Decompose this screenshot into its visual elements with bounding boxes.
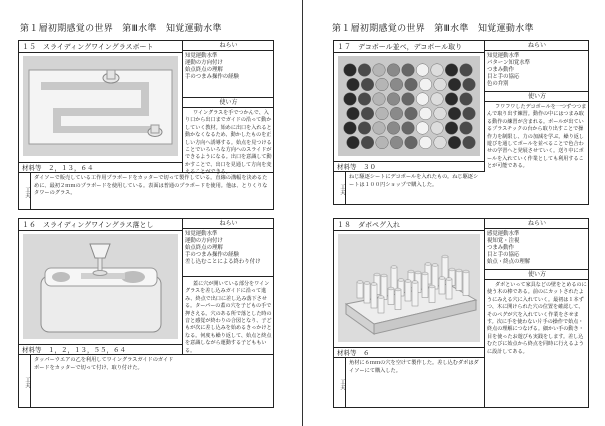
pompom-ball xyxy=(347,107,360,120)
aim-item: 運動の方向付け xyxy=(185,60,223,66)
pompom-ball xyxy=(416,93,429,106)
pompom-ball xyxy=(358,64,371,77)
pompom-ball xyxy=(402,64,415,77)
aim-item: 始点・終点の理解 xyxy=(487,259,531,265)
usage-text: 蓋に穴が開いている部分をワイングラスを差し込みガイドに沿って進み、終点で出口に差し込み落下させる。ターパーの蓋の穴を子どもの手で押さえる。穴のある所で落とした時の音と感覚が終わりの合図となり、子どもが次に差し込みを始めるきっかけとなる。何度も繰り返して、始点と終点を意識しながら運動する子どももいる。 xyxy=(185,281,272,354)
photo-glass-drop-box xyxy=(23,234,178,339)
pompom-ball xyxy=(347,78,360,91)
pompom-ball xyxy=(434,107,447,120)
card-17 xyxy=(333,40,589,205)
aim-item: つまみ動作 xyxy=(487,245,514,251)
pompom-ball xyxy=(434,136,447,149)
kufu-text: ダイソーで販売している工作用プラボードをカッターで切って製作している。直線の溝幅を決めるために、最初２ｍｍのプラボードを使用している。表面は普通のプラボードを使用。他は、とりくりなタワーのグラス。 xyxy=(34,175,268,197)
kufu-section xyxy=(19,172,273,209)
pompom-ball xyxy=(376,107,389,120)
card-16 xyxy=(18,218,274,408)
pompom-ball xyxy=(402,122,415,135)
dowel-peg-top xyxy=(432,264,438,267)
pompom-ball xyxy=(344,93,357,106)
aim-item: 知覚運動水準 xyxy=(185,53,218,59)
side-column xyxy=(484,219,589,407)
pompom-ball xyxy=(358,122,371,135)
kufu-text: 角材に６ｍｍの穴を空けて製作した。差し込むダボはダイソーにて購入した。 xyxy=(349,360,479,374)
pompom-ball xyxy=(361,78,374,91)
pompom-ball xyxy=(358,93,371,106)
dowel-peg xyxy=(371,284,377,308)
dowel-peg-top xyxy=(408,270,414,273)
dowel-peg-top xyxy=(398,279,404,282)
side-column xyxy=(182,219,274,354)
pompom-ball xyxy=(402,93,415,106)
kufu-section xyxy=(19,354,273,407)
dowel-peg-top xyxy=(439,277,445,280)
pompom-ball xyxy=(463,78,476,91)
dowel-peg-top xyxy=(429,285,435,288)
card-15 xyxy=(18,40,274,210)
card-header: １６ スライディングワイングラス落とし xyxy=(19,219,182,231)
aim-item: 始点終点の理解 xyxy=(185,245,223,251)
pompom-ball xyxy=(431,122,444,135)
dowel-peg xyxy=(412,282,418,306)
aim-item: 視知覚・注視 xyxy=(487,238,520,244)
kufu-label: 工夫 xyxy=(334,358,346,407)
dowel-peg-top xyxy=(364,282,370,285)
dowel-peg-top xyxy=(422,272,428,275)
aims-list xyxy=(185,231,260,266)
pompom-ball xyxy=(387,122,400,135)
kufu-section xyxy=(334,171,485,204)
dowel-peg-top xyxy=(371,283,377,286)
pompom-ball xyxy=(445,93,458,106)
aim-item: 目と手の協応 xyxy=(487,74,520,80)
pompom-ball xyxy=(390,107,403,120)
card-header: １５ スライディングワイングラスボート xyxy=(19,41,182,53)
pompom-ball xyxy=(460,93,473,106)
aim-item: 始点終点の理解 xyxy=(185,67,223,73)
aim-item: 目と手の協応 xyxy=(487,252,520,258)
dowel-peg xyxy=(446,279,452,299)
pompom-ball xyxy=(390,136,403,149)
aim-item: 感覚運動水準 xyxy=(487,231,520,237)
material-line: 材料等 ６ xyxy=(334,347,484,357)
usage-heading: 使い方 xyxy=(183,98,274,108)
dowel-peg-top xyxy=(388,287,394,290)
side-column xyxy=(182,41,274,176)
kufu-label: 工夫 xyxy=(19,355,31,407)
kufu-text: タッパーウエアの乙を利用してワイングラスガイドのガイドボードをカッターで切って付け、取り付けた。 xyxy=(34,357,174,371)
pompom-ball xyxy=(419,107,432,120)
pompom-ball xyxy=(416,122,429,135)
pompom-ball xyxy=(361,136,374,149)
dowel-peg-top xyxy=(449,268,455,271)
pompom-ball xyxy=(347,136,360,149)
card-header: １７ デコボール並べ，デコボール取り xyxy=(334,41,484,53)
aim-item: 手のつまみ操作の経験 xyxy=(185,252,239,258)
dowel-peg xyxy=(357,282,363,298)
dowel-peg-top xyxy=(442,255,448,258)
dowel-peg-top xyxy=(395,288,401,291)
dowel-peg xyxy=(395,290,401,310)
aim-item: パターン知覚水準 xyxy=(487,60,531,66)
dowel-peg xyxy=(378,297,384,313)
kufu-section xyxy=(334,357,485,407)
kufu-label: 工夫 xyxy=(19,173,31,209)
usage-heading: 使い方 xyxy=(485,270,589,280)
photo-glass-slide-board xyxy=(23,56,178,156)
aims-heading: ねらい xyxy=(183,41,274,51)
pompom-ball xyxy=(405,107,418,120)
pompom-ball xyxy=(373,93,386,106)
pompom-ball xyxy=(448,136,461,149)
pompom-ball xyxy=(390,78,403,91)
aims-list xyxy=(487,231,530,266)
usage-text: フワフワしたデコボールを一つずつつまんで取り出す練習。動作の中にはつまみ取る動作の練習が含まれる。ボールが出ているプラスチックの台から取り出すことで操作力を制限し、力の加減を学ぶ。繰り返し遊びを通してボールを並べることで色合わせの学習へと発展させていく。送り中にボールを入れていく作業としても利用することが可能である。 xyxy=(487,104,587,170)
usage-heading: 使い方 xyxy=(485,92,589,102)
dowel-peg xyxy=(429,287,435,303)
pompom-ball xyxy=(373,122,386,135)
pompom-ball xyxy=(387,64,400,77)
right-page-title: 第１層初期感覚の世界 第Ⅲ水準 知覚運動水準 xyxy=(332,24,534,34)
dowel-peg xyxy=(463,272,469,296)
material-line: 材料等 ２，１３，６４ xyxy=(19,162,182,172)
dowel-peg xyxy=(388,289,394,305)
dowel-peg xyxy=(422,274,428,298)
aim-item: 色の弁別 xyxy=(487,81,509,87)
dowel-peg-top xyxy=(463,270,469,273)
pompom-ball xyxy=(431,64,444,77)
pompom-ball xyxy=(448,107,461,120)
dowel-peg-top xyxy=(391,266,397,269)
kufu-text: ねじ駆逐シートにデコボールを入れたもの。ねじ駆逐シートは１００円ショップで購入した。 xyxy=(349,174,479,188)
dowel-peg xyxy=(364,283,370,303)
section-divider xyxy=(183,276,274,277)
material-line: 材料等 １，２，１３，５５，６４ xyxy=(19,344,182,354)
aim-item: つまみ動作 xyxy=(487,67,514,73)
pompom-ball xyxy=(344,64,357,77)
pompom-ball xyxy=(460,64,473,77)
aims-heading: ねらい xyxy=(183,219,274,229)
aim-item: 運動の方向付け xyxy=(185,238,223,244)
dowel-peg-top xyxy=(357,281,363,284)
material-line: 材料等 ３０ xyxy=(334,161,484,171)
dowel-peg-top xyxy=(456,269,462,272)
dowel-peg-top xyxy=(378,296,384,299)
dowel-peg-top xyxy=(412,281,418,284)
dowel-peg xyxy=(405,281,411,301)
usage-text: ダボといって家具などの壁をとめるのに使う木の棒である。前のにカットされたようにみえる穴に入れていく。最初は１本ずつ、木に開けられた穴の位置を確認して、そのペグが穴を入れていく作業をさせます。次に手を使わない片手の操作で始点・終点の理解につなげる。細かい手の動き・目を使ったお遊びも実践をします。差し込むたびに始点から終点を同時に行えるように設計してある。 xyxy=(487,282,587,355)
side-column xyxy=(484,41,589,171)
dowel-peg-top xyxy=(446,278,452,281)
photo-dowel-pegs xyxy=(338,234,480,342)
aims-heading: ねらい xyxy=(485,219,589,229)
pompom-ball xyxy=(387,93,400,106)
page-divider xyxy=(302,0,303,426)
dowel-peg-top xyxy=(425,263,431,266)
dowel-peg xyxy=(456,271,462,291)
pompom-ball xyxy=(376,136,389,149)
pompom-ball xyxy=(361,107,374,120)
pompom-ball xyxy=(445,64,458,77)
usage-text: ワイングラスを手でつかんで、入り口から出口までガイドの沿って動かしていく教材。始めに出口を入れると動かなくなるため、動かしたものを正しい方向へ誘導する。始点を見つけることでいろいろな方向へのスライドができるようになる。出口を意識して動かすことで、出口を見通して方向を変えることができる。 xyxy=(185,110,272,176)
pompom-ball xyxy=(405,78,418,91)
pompom-ball xyxy=(405,136,418,149)
pompom-ball xyxy=(463,136,476,149)
aim-item: 手のつまみ操作の経験 xyxy=(185,74,239,80)
aims-list xyxy=(185,53,239,81)
pompom-ball xyxy=(434,78,447,91)
dowel-peg xyxy=(439,278,445,294)
dowel-peg-top xyxy=(415,271,421,274)
pompom-ball xyxy=(373,64,386,77)
photo-deco-balls xyxy=(338,56,480,156)
dowel-peg-top xyxy=(381,274,387,277)
pompom-ball xyxy=(416,64,429,77)
dowel-peg-top xyxy=(405,280,411,283)
aims-list xyxy=(487,53,530,88)
pompom-ball xyxy=(463,107,476,120)
card-18 xyxy=(333,218,589,408)
dowel-peg-top xyxy=(374,273,380,276)
aim-item: 知覚運動水準 xyxy=(487,53,520,59)
aims-heading: ねらい xyxy=(485,41,589,51)
pompom-ball xyxy=(344,122,357,135)
kufu-label: 工夫 xyxy=(334,172,346,204)
pompom-ball xyxy=(431,93,444,106)
card-header: １８ ダボペグ入れ xyxy=(334,219,484,231)
pompom-ball xyxy=(419,136,432,149)
pompom-ball xyxy=(419,78,432,91)
pompom-ball xyxy=(460,122,473,135)
aim-item: 差し込むことによる終わり付け xyxy=(185,259,261,265)
pompom-ball xyxy=(448,78,461,91)
pompom-ball xyxy=(376,78,389,91)
pompom-ball xyxy=(445,122,458,135)
aim-item: 知覚運動水準 xyxy=(185,231,218,237)
left-page-title: 第１層初期感覚の世界 第Ⅲ水準 知覚運動水準 xyxy=(20,24,222,34)
